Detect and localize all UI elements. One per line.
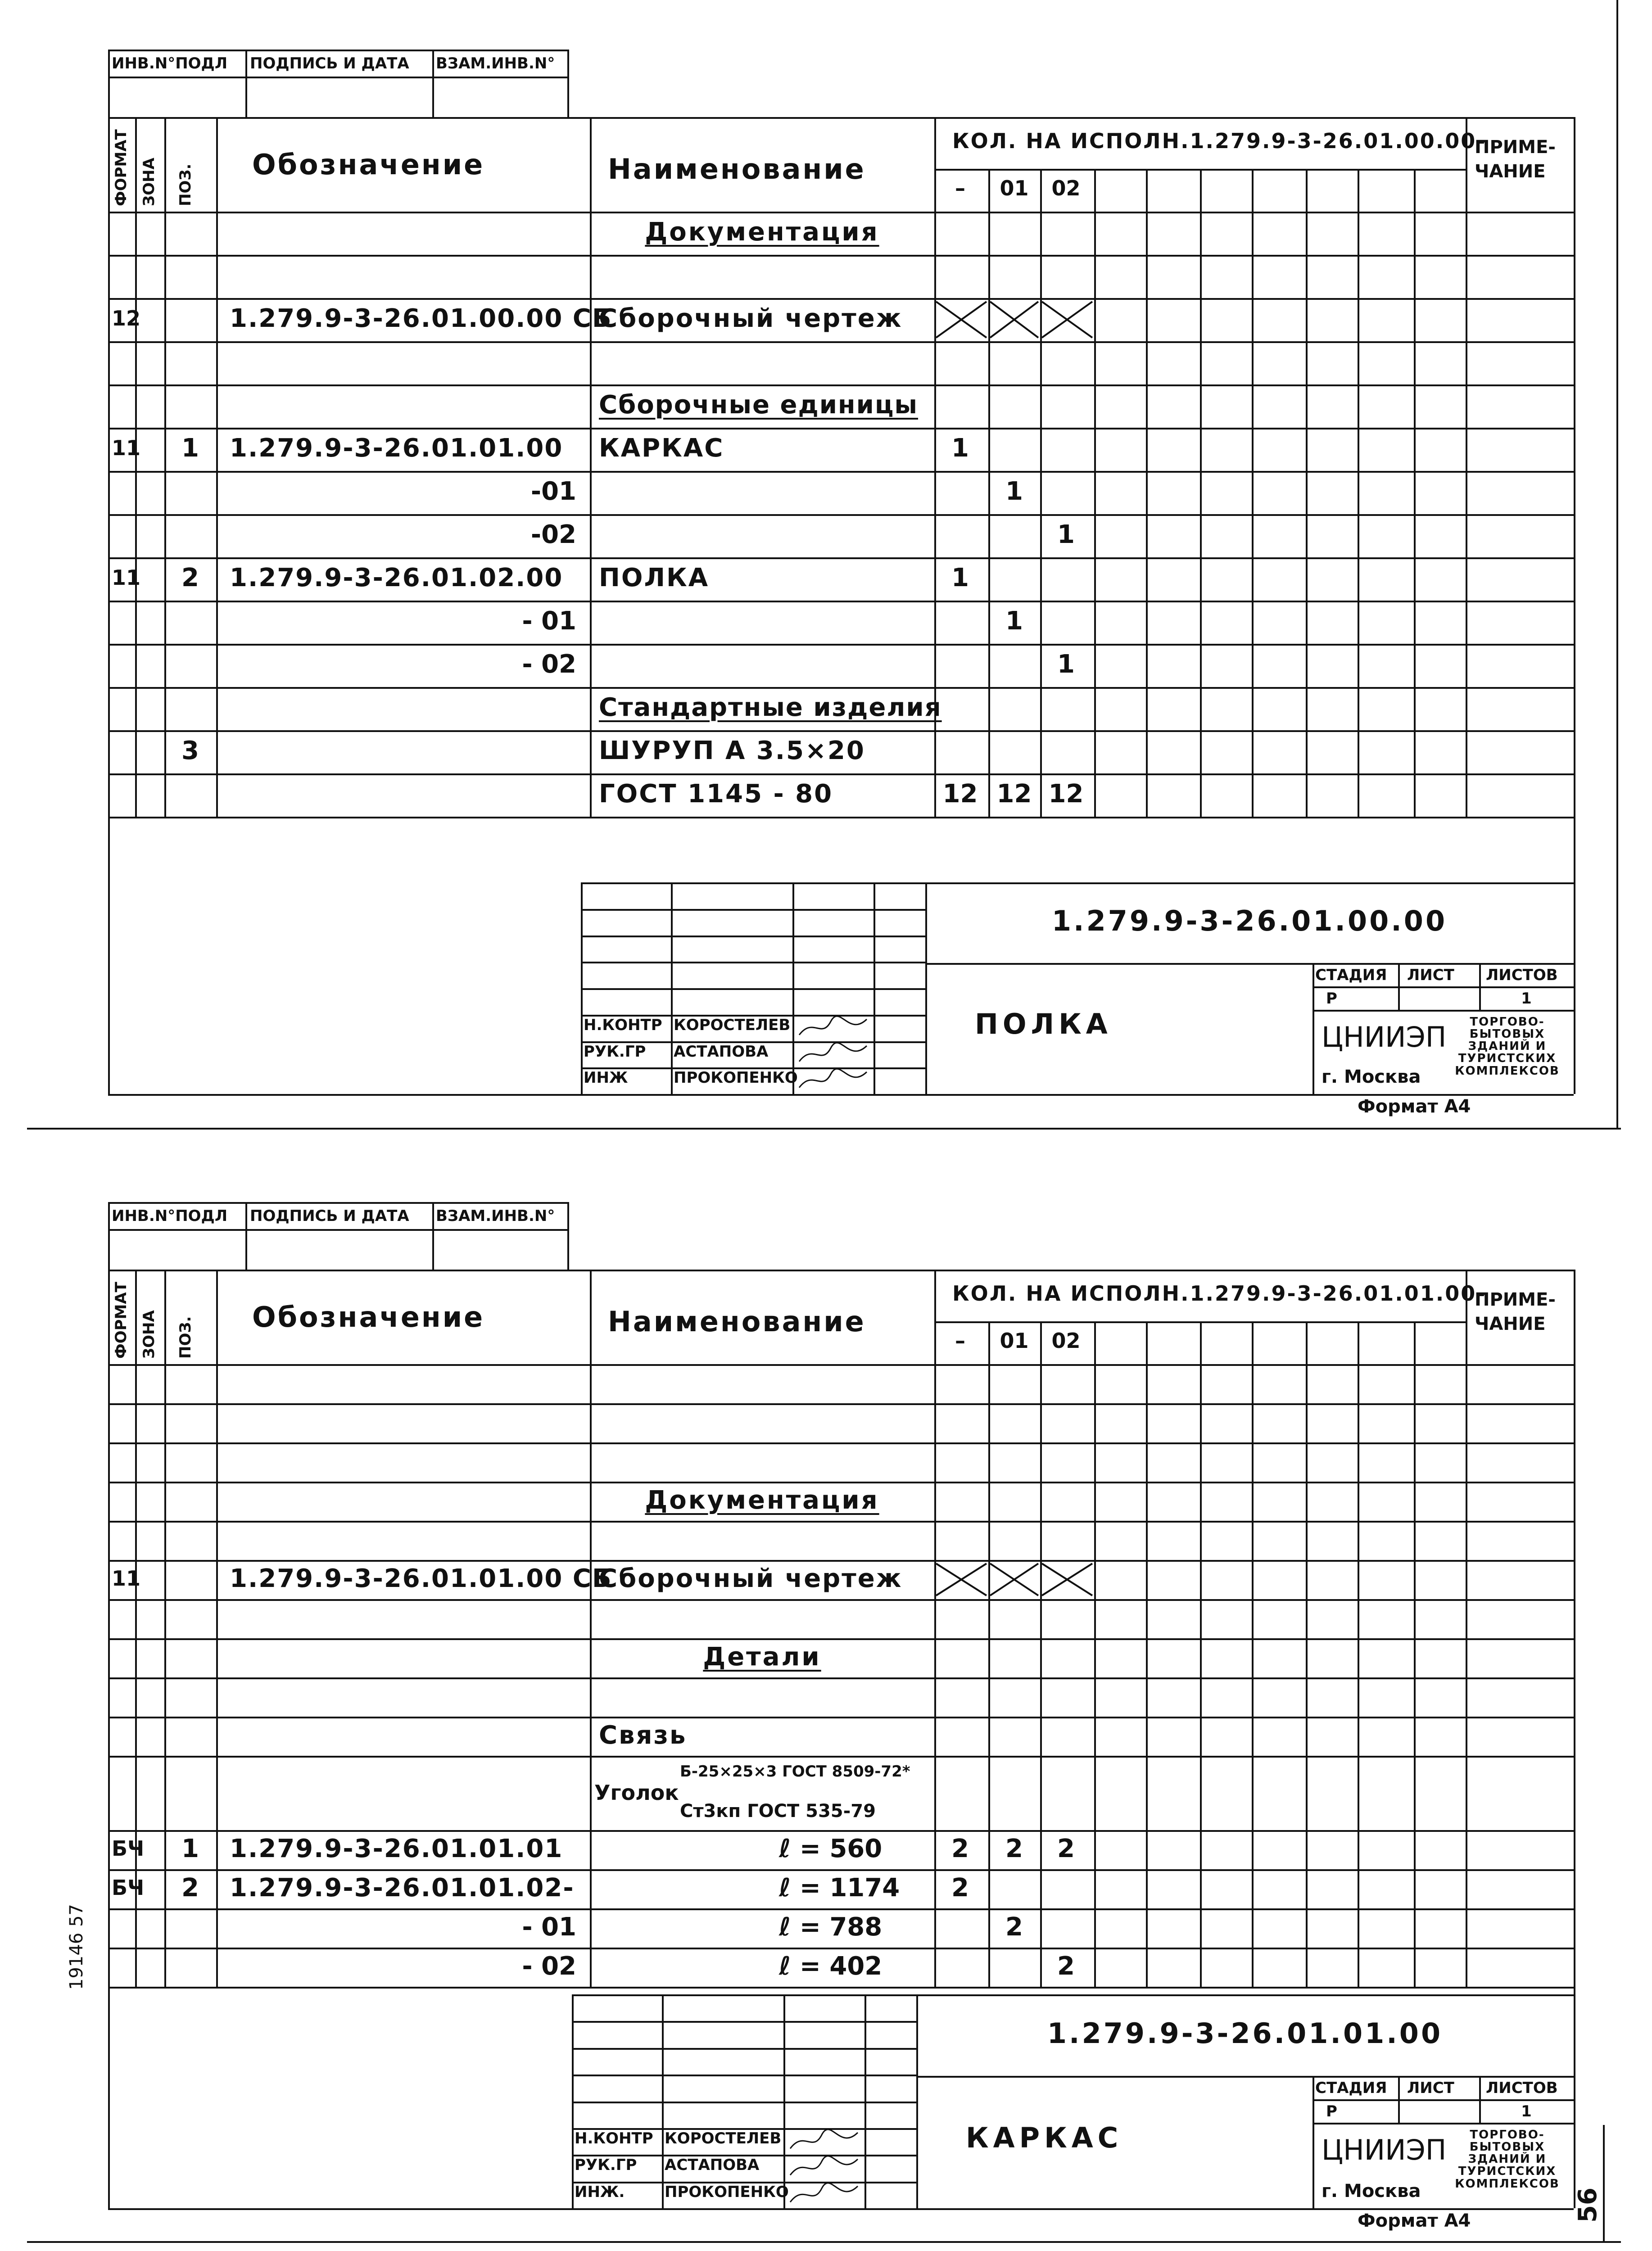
stamp-title: КАРКАС xyxy=(966,2121,1123,2154)
row-name: Сборочный чертеж xyxy=(599,304,903,333)
header-col-line xyxy=(1574,1270,1575,1364)
body-col-line xyxy=(1146,1364,1148,1987)
header-sub-col-line xyxy=(1094,169,1096,212)
stamp-col-line xyxy=(783,1994,785,2208)
header-col-line xyxy=(108,117,110,212)
signature-icon xyxy=(786,2182,862,2208)
table-row xyxy=(108,255,1574,298)
row-name-length: ℓ = 788 xyxy=(779,1912,883,1942)
stamp-col-line xyxy=(792,882,794,1094)
header-sub-col-line xyxy=(1306,169,1308,212)
header-col-line xyxy=(164,1270,166,1364)
header-sub-col-line xyxy=(1414,169,1416,212)
body-col-line xyxy=(1466,1364,1467,1987)
stamp-stage-line xyxy=(1313,986,1574,988)
row-format: 12 xyxy=(112,306,141,330)
top-strip-line xyxy=(567,1202,569,1270)
header-sub-col-line xyxy=(1306,1321,1308,1364)
stamp-code-line xyxy=(925,963,1574,965)
stamp-org-subtitle-line: КОМПЛЕКСОВ xyxy=(1455,1064,1560,1078)
table-row xyxy=(108,773,1574,817)
stamp-col-line xyxy=(662,1994,664,2208)
top-strip-line xyxy=(432,1202,434,1270)
header-sub-col-line xyxy=(1200,169,1202,212)
label-vzam-inv: ВЗАМ.ИНВ.N° xyxy=(436,1207,555,1225)
stamp-org-subtitle-line: ТОРГОВО- xyxy=(1470,2128,1545,2142)
header-note: ПРИМЕ- ЧАНИЕ xyxy=(1475,1289,1556,1334)
stamp-role: Н.КОНТР xyxy=(575,2129,653,2147)
stamp-stage-value: Р xyxy=(1326,2102,1337,2120)
frame-bottom-line xyxy=(108,1094,1574,1096)
table-top-border xyxy=(108,1270,1574,1271)
signature-icon xyxy=(786,2155,862,2181)
row-name-section: Детали xyxy=(703,1642,821,1672)
stamp-person-name: ПРОКОПЕНКО xyxy=(665,2183,789,2201)
stamp-org: ЦНИИЭП xyxy=(1322,2133,1447,2166)
table-row xyxy=(108,1599,1574,1638)
row-qty: 1 xyxy=(1057,650,1075,679)
row-designation: 1.279.9-3-26.01.01.01 xyxy=(230,1834,563,1863)
row-pos: 1 xyxy=(181,1834,199,1863)
row-designation: - 01 xyxy=(522,1912,576,1942)
header-qty: КОЛ. НА ИСПОЛН.1.279.9-3-26.01.00.00- xyxy=(952,129,1487,153)
body-col-line xyxy=(1306,1364,1308,1987)
page-right-line-lower xyxy=(1603,2125,1605,2242)
stamp-org-subtitle-line: ЗДАНИЙ И xyxy=(1468,1040,1547,1053)
stamp-org-subtitle xyxy=(1443,2129,1571,2190)
header-col-line xyxy=(135,1270,137,1364)
stamp-org-subtitle-line: КОМПЛЕКСОВ xyxy=(1455,2177,1560,2191)
header-pos: ПОЗ. xyxy=(177,163,195,206)
stamp-col-line xyxy=(864,1994,866,2208)
row-qty: 2 xyxy=(1057,1951,1075,1981)
row-name: ГОСТ 1145 - 80 xyxy=(599,779,833,809)
top-strip-line xyxy=(108,50,110,117)
body-col-line xyxy=(108,212,110,817)
row-material-grade: Ст3кп ГОСТ 535-79 xyxy=(680,1801,876,1822)
body-col-line xyxy=(1574,1364,1575,1987)
stamp-stage-line xyxy=(1313,2123,1574,2124)
row-pos: 2 xyxy=(181,563,199,592)
label-vzam-inv: ВЗАМ.ИНВ.N° xyxy=(436,54,555,72)
body-col-line xyxy=(1252,1364,1254,1987)
row-designation: - 02 xyxy=(522,650,576,679)
sheet-separator xyxy=(27,1128,1621,1130)
stamp-stage-col xyxy=(1398,963,1400,1010)
stamp-role: ИНЖ. xyxy=(575,2183,625,2201)
table-row xyxy=(108,1677,1574,1717)
stamp-top-line xyxy=(572,1994,1574,1996)
header-col-line xyxy=(216,1270,218,1364)
stamp-col-line xyxy=(671,882,673,1094)
body-col-line xyxy=(1040,1364,1042,1987)
stamp-org-subtitle-line: ТУРИСТСКИХ xyxy=(1458,2165,1557,2179)
stamp-person-name: АСТАПОВА xyxy=(665,2156,760,2174)
label-signature-date: ПОДПИСЬ И ДАТА xyxy=(250,1207,409,1225)
stamp-sheets-value: 1 xyxy=(1521,2102,1532,2120)
row-pos: 1 xyxy=(181,434,199,463)
stamp-org: ЦНИИЭП xyxy=(1322,1020,1447,1053)
header-zone: ЗОНА xyxy=(140,158,158,206)
stamp-stage-label: СТАДИЯ xyxy=(1315,2079,1387,2097)
header-col-line xyxy=(108,1270,110,1364)
frame-bottom-line xyxy=(108,2208,1574,2210)
row-qty: 2 xyxy=(1005,1834,1023,1863)
header-qty-sub: – xyxy=(955,1329,965,1353)
header-format: ФОРМАТ xyxy=(112,1282,130,1359)
body-col-line xyxy=(1252,212,1254,817)
header-qty-sub: 02 xyxy=(1051,1329,1081,1353)
header-qty-sub: – xyxy=(955,176,965,200)
row-name: Сборочный чертеж xyxy=(599,1564,903,1593)
table-row xyxy=(108,1442,1574,1482)
stamp-org-line xyxy=(1313,2076,1314,2209)
stamp-role: Н.КОНТР xyxy=(584,1016,662,1034)
body-col-line xyxy=(1466,212,1467,817)
signature-icon xyxy=(795,1067,871,1094)
label-signature-date: ПОДПИСЬ И ДАТА xyxy=(250,54,409,72)
row-designation: 1.279.9-3-26.01.01.00 СБ xyxy=(230,1564,612,1593)
stamp-stage-col xyxy=(1398,2076,1400,2123)
table-top-border xyxy=(108,117,1574,119)
top-strip-line xyxy=(108,50,567,51)
header-zone: ЗОНА xyxy=(140,1310,158,1359)
stamp-col-line xyxy=(874,882,875,1094)
row-qty: 1 xyxy=(951,434,969,463)
row-name-section: Сборочные единицы xyxy=(599,390,919,420)
stamp-role: ИНЖ xyxy=(584,1069,628,1087)
stamp-org-subtitle-line: БЫТОВЫХ xyxy=(1469,1027,1545,1041)
stamp-designation-code: 1.279.9-3-26.01.00.00 xyxy=(1051,904,1448,938)
top-strip-line xyxy=(108,1202,110,1270)
body-col-line xyxy=(1306,212,1308,817)
header-sub-col-line xyxy=(1252,169,1254,212)
header-col-line xyxy=(216,117,218,212)
stamp-stage-line xyxy=(1313,1010,1574,1012)
header-col-line xyxy=(590,117,592,212)
row-format: БЧ xyxy=(112,1875,145,1900)
header-qty-sub: 01 xyxy=(1000,176,1029,200)
body-col-line xyxy=(1200,1364,1202,1987)
header-designation: Обозначение xyxy=(252,148,485,181)
header-designation: Обозначение xyxy=(252,1301,485,1333)
top-strip-line xyxy=(567,50,569,117)
top-strip-line xyxy=(245,1202,247,1270)
body-col-line xyxy=(1200,212,1202,817)
stamp-org-line xyxy=(1313,963,1314,1094)
page-bottom-line xyxy=(27,2241,1621,2243)
signature-icon xyxy=(795,1015,871,1041)
row-designation: 1.279.9-3-26.01.00.00 СБ xyxy=(230,304,612,333)
row-qty: 12 xyxy=(996,779,1032,809)
body-col-line xyxy=(108,1364,110,1987)
row-line xyxy=(108,1987,1574,1989)
top-strip-line xyxy=(108,1229,567,1231)
top-strip-line xyxy=(432,50,434,117)
stamp-sheet-label: ЛИСТ xyxy=(1407,966,1454,984)
row-qty: 1 xyxy=(951,563,969,592)
stamp-title: ПОЛКА xyxy=(975,1008,1112,1041)
header-sub-col-line xyxy=(1252,1321,1254,1364)
label-inv-podl: ИНВ.N°ПОДЛ xyxy=(112,1207,228,1225)
stamp-org-subtitle-line: ТОРГОВО- xyxy=(1470,1015,1545,1029)
body-col-line xyxy=(590,212,592,817)
header-col-line xyxy=(164,117,166,212)
stamp-sheets-label: ЛИСТОВ xyxy=(1486,2079,1558,2097)
row-format: 11 xyxy=(112,1566,141,1591)
stamp-sheet-label: ЛИСТ xyxy=(1407,2079,1454,2097)
row-line xyxy=(108,817,1574,818)
row-qty: 12 xyxy=(942,779,978,809)
frame-right-line xyxy=(1574,1987,1575,2208)
row-material-profile: Б-25×25×3 ГОСТ 8509-72* xyxy=(680,1763,910,1781)
header-sub-col-line xyxy=(1200,1321,1202,1364)
body-col-line xyxy=(1094,1364,1096,1987)
row-qty: 1 xyxy=(1005,477,1023,506)
stamp-stage-label: СТАДИЯ xyxy=(1315,966,1387,984)
spec-sheet-2 xyxy=(0,1153,1652,2251)
body-col-line xyxy=(1414,212,1416,817)
body-col-line xyxy=(1040,212,1042,817)
body-col-line xyxy=(164,212,166,817)
stamp-top-line xyxy=(581,882,1574,884)
stamp-stage-line xyxy=(1313,2099,1574,2101)
stamp-org-subtitle-line: БЫТОВЫХ xyxy=(1469,2140,1545,2154)
stamp-format-note: Формат А4 xyxy=(1358,2210,1471,2231)
row-designation: -02 xyxy=(530,520,576,549)
stamp-person-name: КОРОСТЕЛЕВ xyxy=(665,2129,782,2147)
row-designation: 1.279.9-3-26.01.01.02- xyxy=(230,1873,575,1903)
header-col-line xyxy=(135,117,137,212)
stamp-code-line xyxy=(916,2076,1574,2078)
header-pos: ПОЗ. xyxy=(177,1316,195,1359)
row-name-section: Документация xyxy=(645,1485,879,1515)
row-qty: 2 xyxy=(951,1873,969,1903)
row-qty: 12 xyxy=(1048,779,1084,809)
row-qty: 1 xyxy=(1057,520,1075,549)
stamp-org-subtitle-line: ТУРИСТСКИХ xyxy=(1458,1052,1557,1066)
row-qty: 2 xyxy=(951,1834,969,1863)
stamp-sheets-value: 1 xyxy=(1521,989,1532,1008)
body-col-line xyxy=(164,1364,166,1987)
header-sub-col-line xyxy=(1146,169,1148,212)
stamp-person-name: КОРОСТЕЛЕВ xyxy=(674,1016,791,1034)
stamp-designation-code: 1.279.9-3-26.01.01.00 xyxy=(1047,2017,1443,2050)
header-format: ФОРМАТ xyxy=(112,129,130,206)
stamp-city: г. Москва xyxy=(1322,2181,1421,2201)
page-right-line xyxy=(1616,0,1618,1128)
signature-icon xyxy=(795,1041,871,1068)
row-designation: - 02 xyxy=(522,1951,576,1981)
body-col-line xyxy=(1574,212,1575,817)
row-name-section: Стандартные изделия xyxy=(599,693,942,722)
stamp-person-name: ПРОКОПЕНКО xyxy=(674,1069,798,1087)
body-col-line xyxy=(1094,212,1096,817)
row-format: БЧ xyxy=(112,1836,145,1861)
row-name-section: Документация xyxy=(645,217,879,247)
body-col-line xyxy=(1146,212,1148,817)
header-sub-col-line xyxy=(1414,1321,1416,1364)
body-col-line xyxy=(988,1364,990,1987)
row-qty: 2 xyxy=(1005,1912,1023,1942)
page-number: 56 xyxy=(1573,2188,1602,2223)
row-designation: - 01 xyxy=(522,606,576,636)
row-designation: -01 xyxy=(530,477,576,506)
row-pos: 3 xyxy=(181,736,199,765)
body-col-line xyxy=(216,1364,218,1987)
body-col-line xyxy=(988,212,990,817)
frame-left-line xyxy=(108,817,110,1094)
stamp-role: РУК.ГР xyxy=(575,2156,637,2174)
stamp-org-subtitle-line: ЗДАНИЙ И xyxy=(1468,2152,1547,2166)
header-note: ПРИМЕ- ЧАНИЕ xyxy=(1475,137,1556,182)
body-col-line xyxy=(1358,1364,1359,1987)
header-col-line xyxy=(590,1270,592,1364)
row-name: КАРКАС xyxy=(599,434,724,463)
row-designation: 1.279.9-3-26.01.02.00 xyxy=(230,563,563,592)
margin-archive-number: 19146 57 xyxy=(66,1904,87,1990)
body-col-line xyxy=(590,1364,592,1987)
stamp-sheets-label: ЛИСТОВ xyxy=(1486,966,1558,984)
not-applicable-cross-marks xyxy=(934,1560,1094,1599)
body-col-line xyxy=(1414,1364,1416,1987)
row-name-length: ℓ = 560 xyxy=(779,1834,883,1863)
stamp-person-name: АСТАПОВА xyxy=(674,1042,769,1061)
frame-right-line xyxy=(1574,817,1575,1094)
header-sub-col-line xyxy=(1094,1321,1096,1364)
top-strip-line xyxy=(108,1202,567,1204)
label-inv-podl: ИНВ.N°ПОДЛ xyxy=(112,54,228,72)
row-name: ПОЛКА xyxy=(599,563,710,592)
row-format: 11 xyxy=(112,436,141,460)
header-sub-col-line xyxy=(1358,1321,1359,1364)
table-row xyxy=(108,341,1574,384)
row-name-length: ℓ = 1174 xyxy=(779,1873,900,1903)
top-strip-line xyxy=(245,50,247,117)
frame-left-line xyxy=(108,1987,110,2208)
header-qty-sub: 01 xyxy=(1000,1329,1029,1353)
header-col-line xyxy=(1574,117,1575,212)
table-row xyxy=(108,1717,1574,1756)
body-col-line xyxy=(934,212,936,817)
row-qty: 1 xyxy=(1005,606,1023,636)
body-col-line xyxy=(1358,212,1359,817)
header-sub-col-line xyxy=(1146,1321,1148,1364)
header-sub-col-line xyxy=(1358,169,1359,212)
row-designation: 1.279.9-3-26.01.01.00 xyxy=(230,434,563,463)
row-name: ШУРУП А 3.5×20 xyxy=(599,736,865,765)
not-applicable-cross-marks xyxy=(934,298,1094,341)
row-format: 11 xyxy=(112,565,141,590)
table-row xyxy=(108,1403,1574,1442)
body-col-line xyxy=(135,1364,137,1987)
table-row xyxy=(108,1521,1574,1560)
table-row xyxy=(108,1364,1574,1403)
body-col-line xyxy=(135,212,137,817)
signature-icon xyxy=(786,2128,862,2155)
stamp-city: г. Москва xyxy=(1322,1067,1421,1087)
stamp-org-subtitle xyxy=(1443,1016,1571,1077)
row-qty: 2 xyxy=(1057,1834,1075,1863)
header-qty: КОЛ. НА ИСПОЛН.1.279.9-3-26.01.01.00- xyxy=(952,1281,1487,1306)
row-name-material: Уголок xyxy=(594,1780,679,1805)
stamp-format-note: Формат А4 xyxy=(1358,1096,1471,1117)
header-name: Наименование xyxy=(608,1305,866,1338)
header-name: Наименование xyxy=(608,153,866,185)
row-name: Связь xyxy=(599,1720,687,1750)
header-qty-sub: 02 xyxy=(1051,176,1081,200)
row-pos: 2 xyxy=(181,1873,199,1903)
row-name-length: ℓ = 402 xyxy=(779,1951,883,1981)
stamp-stage-value: Р xyxy=(1326,989,1337,1008)
top-strip-line xyxy=(108,77,567,78)
body-col-line xyxy=(934,1364,936,1987)
body-col-line xyxy=(216,212,218,817)
stamp-role: РУК.ГР xyxy=(584,1042,646,1061)
